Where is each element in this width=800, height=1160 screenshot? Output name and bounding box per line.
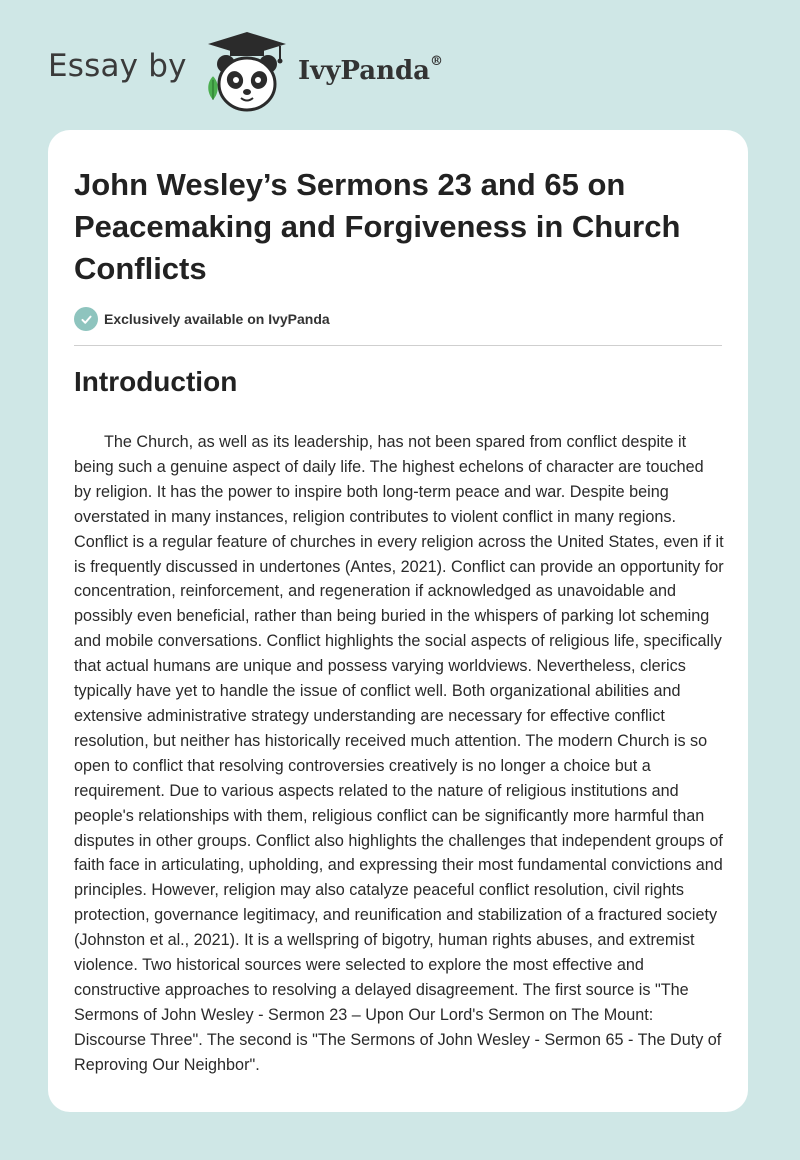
section-heading: Introduction <box>74 366 238 397</box>
divider <box>74 345 722 346</box>
essay-by-label: Essay by <box>48 48 187 84</box>
article-title: John Wesley’s Sermons 23 and 65 on Peacemaking and Forgiveness in Church Conflicts <box>74 167 681 286</box>
registered-mark: ® <box>430 54 444 69</box>
body-paragraph: The Church, as well as its leadership, has not been spared from conflict despite it being such a genuine aspect of daily life. The highest echelons of character are touched by religion. It has the power to inspire both long-term peace and war. Despite being overstated in many instances, religion contributes to violent conflict in many regions. Conflict is a regular feature of churches in every religion across the United States, even if it is frequently discussed in undertones (Antes, 2021). Conflict can provide an opportunity for concentration, reinforcement, and regeneration if acknowledged as unavoidable and possibly even beneficial, rather than being buried in the whispers of parking lot scheming and mobile conversations. Conflict highlights the social aspects of religious life, specifically that actual humans are unique and possess varying worldviews. Nevertheless, clerics typically have yet to handle the issue of conflict well. Both organizational abilities and extensive administrative strategy understanding are necessary for effective conflict resolution, but neither has historically received much attention. The modern Church is so open to conflict that resolving controversies creatively is no longer a choice but a requirement. Due to various aspects related to the nature of religious institutions and people's relationships with them, religious conflict can be significantly more harmful than disputes in other groups. Conflict also highlights the challenges that independent groups of faith face in articulating, upholding, and expressing their most fundamental convictions and principles. However, religion may also catalyze peaceful conflict resolution, civil rights protection, governance legitimacy, and reunification and stabilization of a fractured society (Johnston et al., 2021). It is a wellspring of bigotry, human rights abuses, and extremist violence. Two historical sources were selected to explore the most effective and constructive approaches to resolving a delayed disagreement. The first source is "The Sermons of John Wesley - Sermon 23 – Upon Our Lord's Sermon on The Mount: Discourse Three". The second is "The Sermons of John Wesley - Sermon 65 - The Duty of Reproving Our Neighbor". <box>74 433 724 1074</box>
brand-name: IvyPanda® <box>298 54 444 86</box>
article-card <box>48 130 748 1112</box>
panda-graduate-icon <box>202 30 292 116</box>
exclusive-badge <box>74 306 330 332</box>
exclusive-label: Exclusively available on IvyPanda <box>104 311 330 327</box>
check-icon <box>74 307 98 331</box>
leaf-icon <box>204 74 222 102</box>
site-header <box>48 26 748 116</box>
